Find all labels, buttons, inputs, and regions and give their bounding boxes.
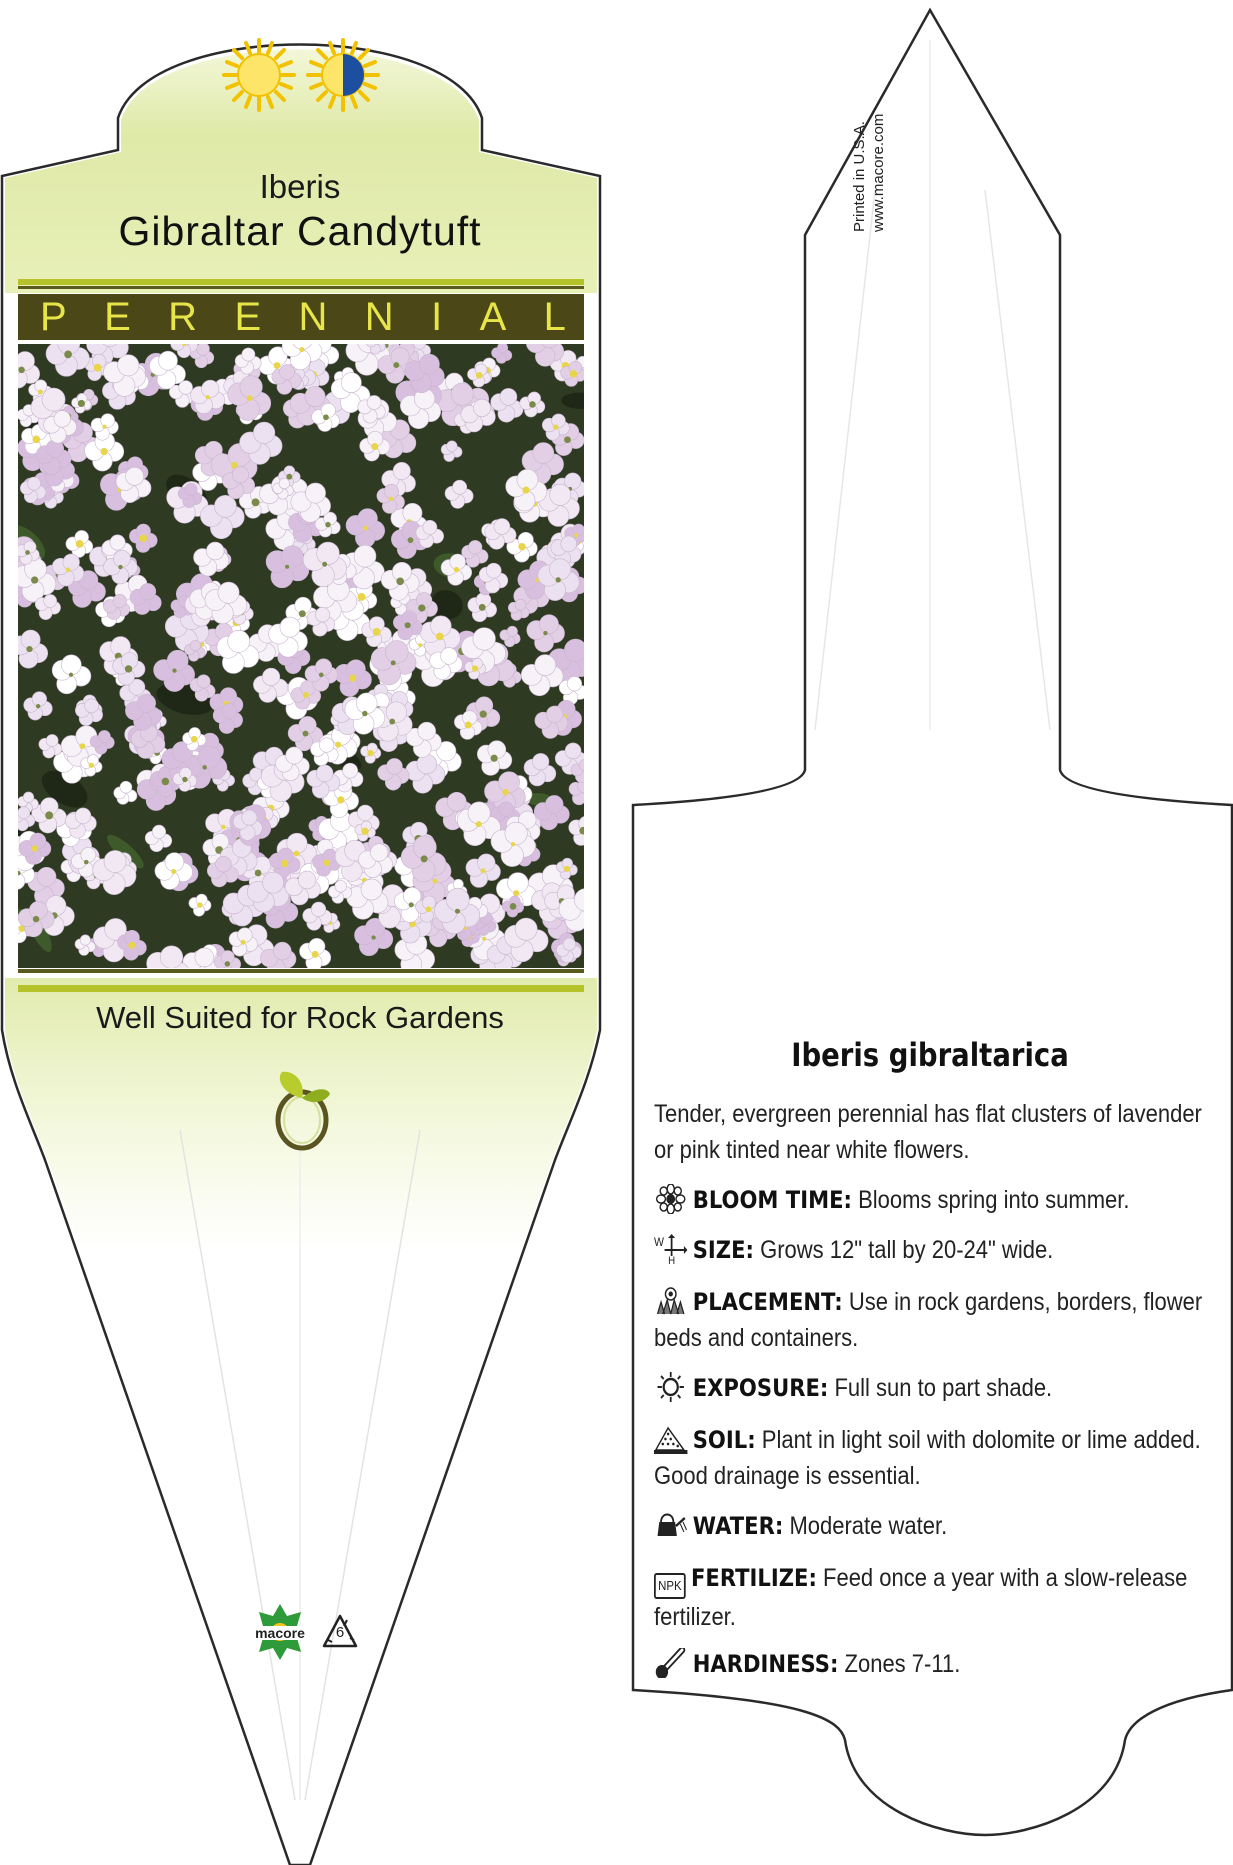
photo-rule-2 xyxy=(18,985,584,992)
flower-icon xyxy=(654,1184,687,1214)
soil-icon xyxy=(654,1424,687,1454)
website-text: www.macore.com xyxy=(870,113,887,232)
sun-outline-icon xyxy=(654,1372,687,1402)
thermometer-icon xyxy=(654,1648,687,1678)
placement-icon xyxy=(654,1286,687,1316)
printed-in-text: Printed in U.S.A. xyxy=(851,121,868,232)
leaf-seed-icon xyxy=(272,1068,334,1152)
detail-size: W H SIZE: Grows 12" tall by 20-24" wide. xyxy=(654,1235,1054,1267)
detail-fertilize: NPK FERTILIZE: Feed once a year with a slow-release fertilizer. xyxy=(654,1564,1188,1631)
detail-water: WATER: Moderate water. xyxy=(654,1508,1217,1544)
size-icon-h: H xyxy=(668,1255,676,1267)
npk-icon xyxy=(654,1573,686,1599)
size-icon xyxy=(654,1234,687,1267)
photo-rule-1 xyxy=(18,969,584,973)
flower-photo xyxy=(18,344,584,968)
scientific-name: Iberis gibraltarica xyxy=(791,1036,1069,1074)
macore-logo xyxy=(243,1602,317,1666)
detail-hardiness: HARDINESS: Zones 7-11. xyxy=(654,1646,1217,1682)
detail-placement: PLACEMENT: Use in rock gardens, borders, flower beds and containers. xyxy=(654,1288,1203,1352)
band-rule-bottom xyxy=(18,286,584,289)
detail-exposure: EXPOSURE: Full sun to part shade. xyxy=(654,1370,1217,1406)
printed-info xyxy=(850,0,894,232)
feature-text: Well Suited for Rock Gardens xyxy=(96,1000,504,1035)
npk-icon-text: NPK xyxy=(658,1578,682,1593)
band-rule-top xyxy=(18,279,584,285)
genus-name: Iberis xyxy=(259,168,341,205)
detail-bloom-time: BLOOM TIME: Blooms spring into summer. xyxy=(654,1182,1217,1218)
watering-can-icon xyxy=(654,1510,687,1540)
size-icon-w: W xyxy=(654,1235,664,1249)
full-sun-icon xyxy=(222,38,296,112)
common-name: Gibraltar Candytuft xyxy=(118,208,482,254)
description: Tender, evergreen perennial has flat clusters of lavender or pink tinted near white flowers. xyxy=(654,1100,1202,1164)
part-shade-icon xyxy=(306,38,380,112)
recycle-number: 6 xyxy=(335,1624,345,1641)
detail-soil: SOIL: Plant in light soil with dolomite or lime added. Good drainage is essential. xyxy=(654,1426,1201,1490)
category-label: P E R E N N I A L xyxy=(40,294,566,339)
macore-logo-text: macore xyxy=(255,1625,305,1641)
